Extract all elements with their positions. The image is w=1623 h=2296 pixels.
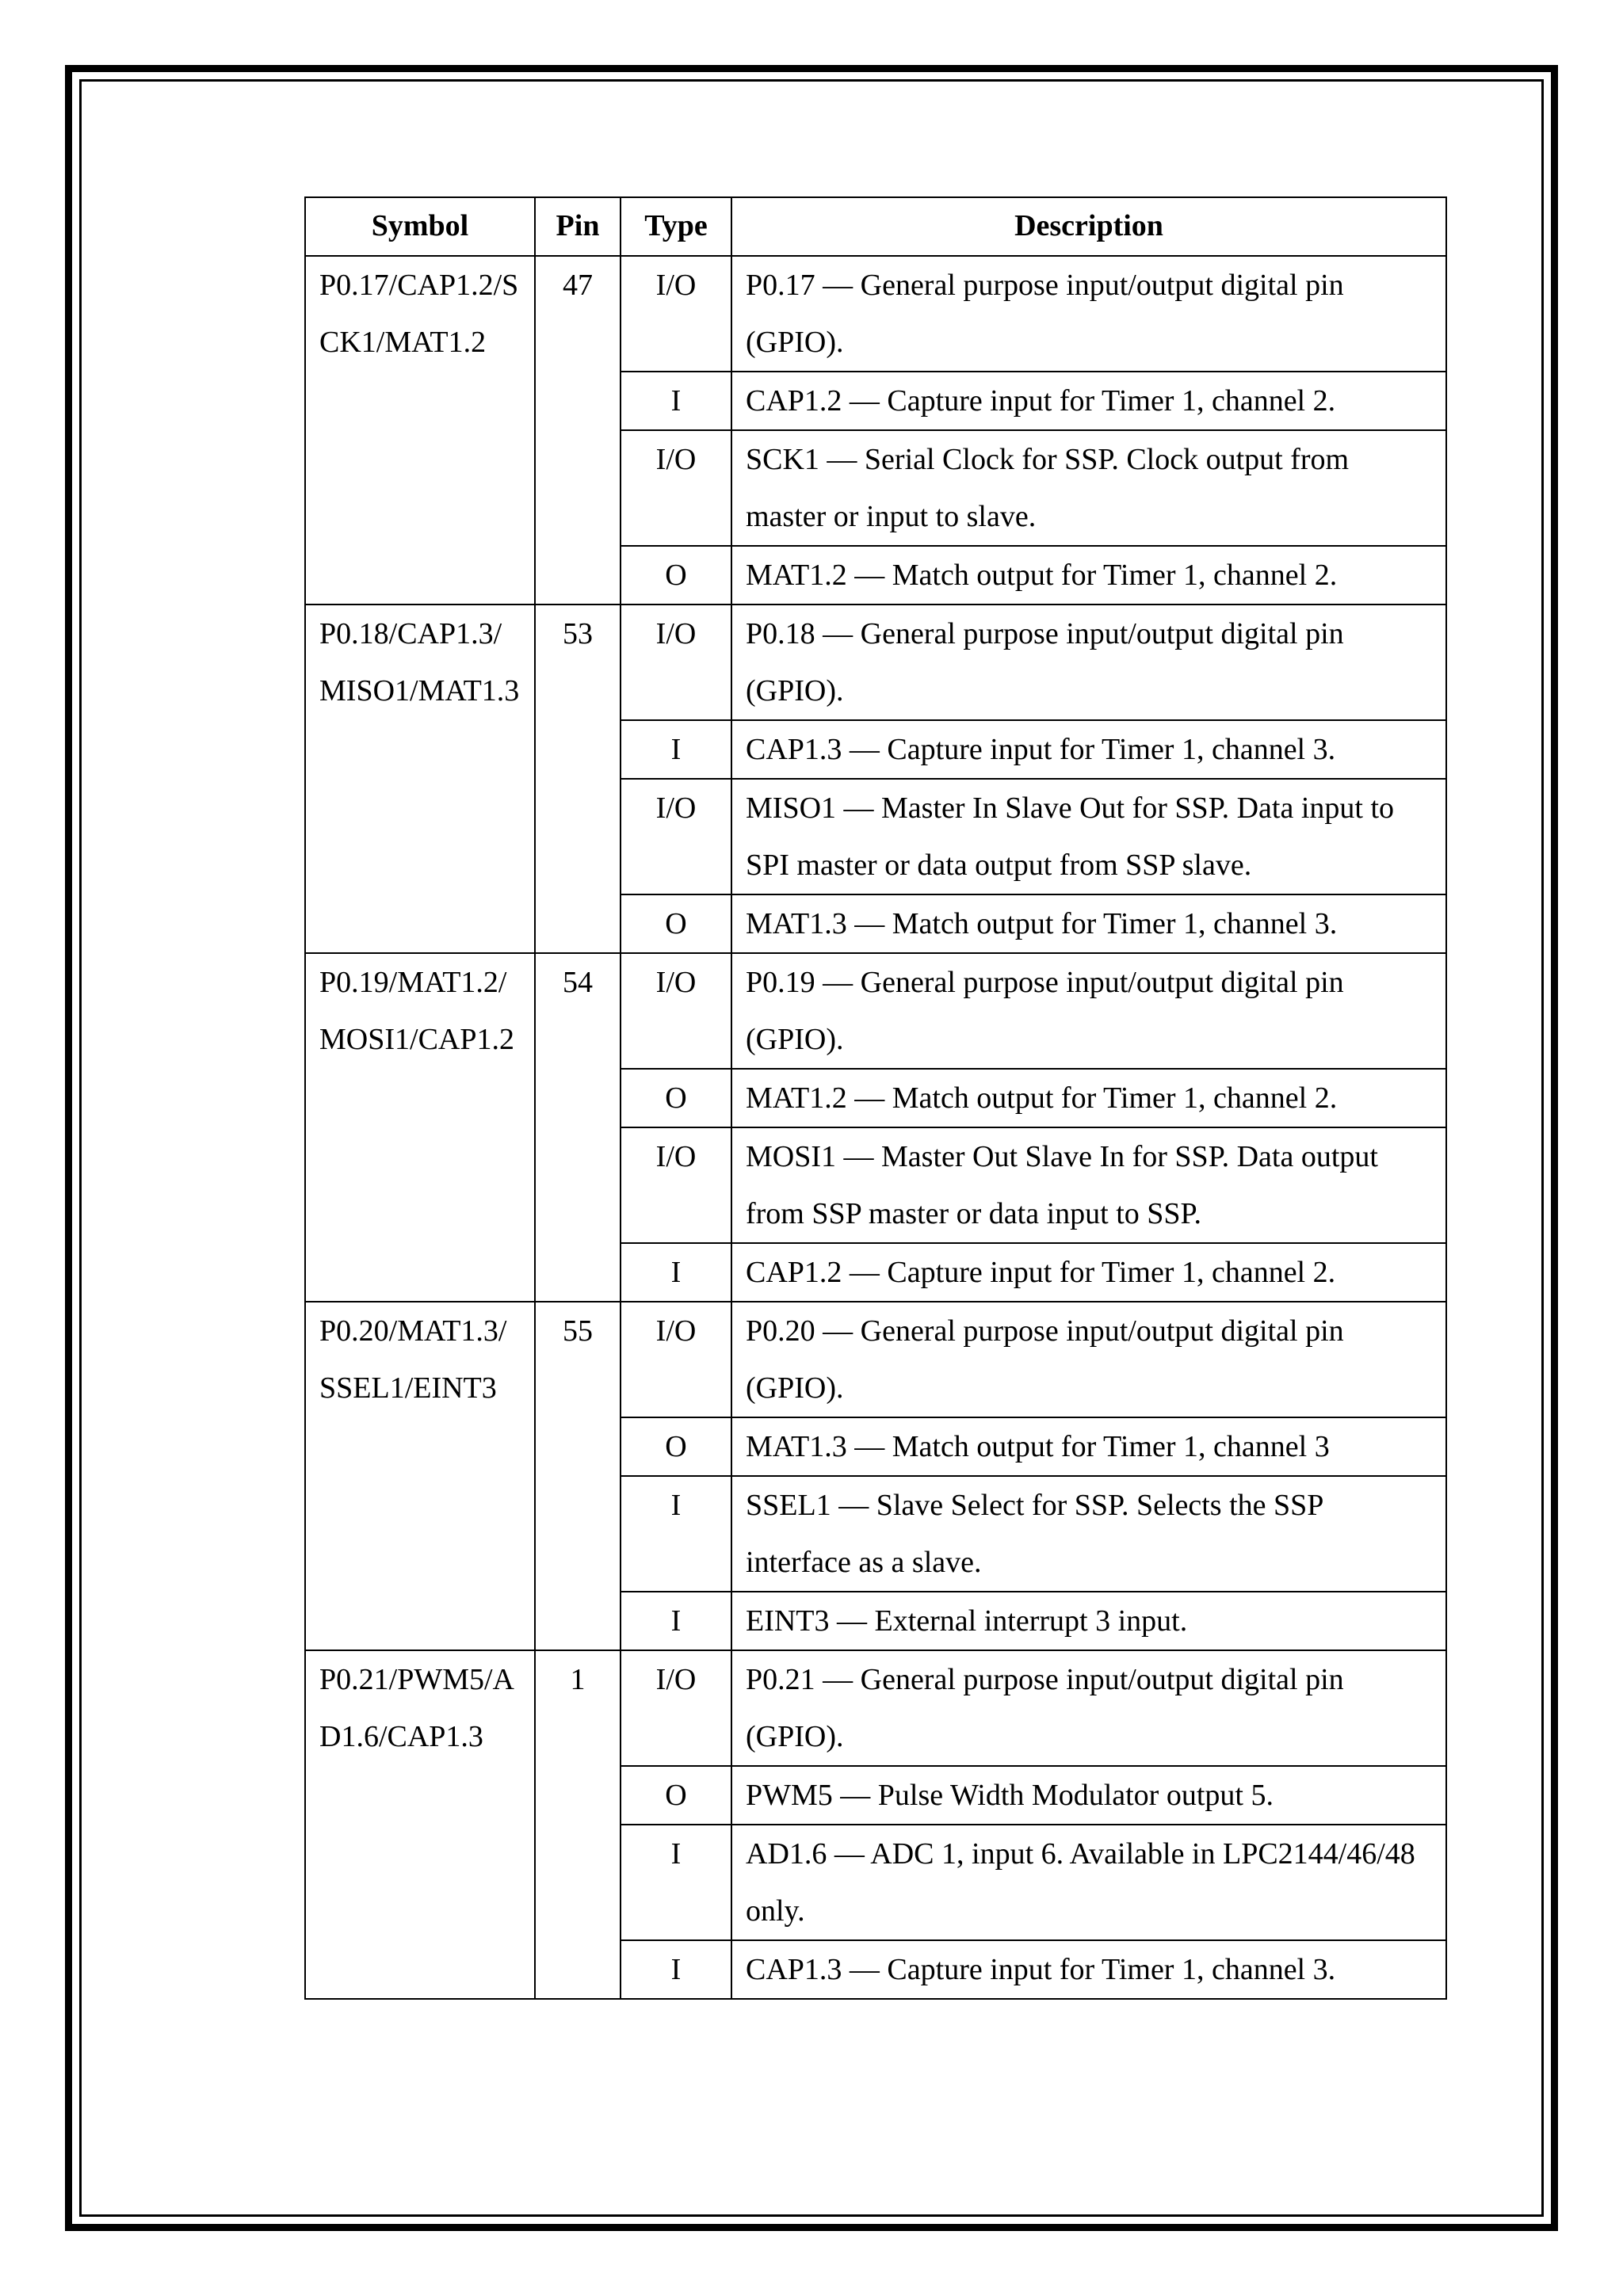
type-cell: I — [621, 1476, 731, 1592]
description-cell: MAT1.3 — Match output for Timer 1, channel 3. — [731, 894, 1446, 953]
type-cell: O — [621, 1766, 731, 1825]
description-cell: P0.18 — General purpose input/output digital pin (GPIO). — [731, 605, 1446, 720]
description-cell: SCK1 — Serial Clock for SSP. Clock output from master or input to slave. — [731, 430, 1446, 546]
table-row — [305, 605, 1446, 720]
header-symbol: Symbol — [305, 197, 535, 256]
description-cell: P0.20 — General purpose input/output digital pin (GPIO). — [731, 1302, 1446, 1417]
symbol-cell: P0.21/PWM5/AD1.6/CAP1.3 — [305, 1650, 535, 1999]
description-cell: CAP1.2 — Capture input for Timer 1, channel 2. — [731, 1243, 1446, 1302]
description-cell: CAP1.2 — Capture input for Timer 1, channel 2. — [731, 372, 1446, 430]
description-cell: AD1.6 — ADC 1, input 6. Available in LPC2144/46/48 only. — [731, 1825, 1446, 1940]
symbol-cell: P0.17/CAP1.2/SCK1/MAT1.2 — [305, 256, 535, 605]
type-cell: I/O — [621, 1302, 731, 1417]
description-cell: CAP1.3 — Capture input for Timer 1, channel 3. — [731, 1940, 1446, 1999]
type-cell: O — [621, 894, 731, 953]
pin-description-table — [304, 196, 1447, 2000]
pin-cell: 1 — [535, 1650, 621, 1999]
type-cell: I — [621, 720, 731, 779]
symbol-cell: P0.19/MAT1.2/MOSI1/CAP1.2 — [305, 953, 535, 1302]
pin-cell: 55 — [535, 1302, 621, 1650]
pin-cell: 47 — [535, 256, 621, 605]
description-cell: EINT3 — External interrupt 3 input. — [731, 1592, 1446, 1650]
type-cell: I — [621, 372, 731, 430]
type-cell: O — [621, 546, 731, 605]
type-cell: O — [621, 1417, 731, 1476]
type-cell: I/O — [621, 430, 731, 546]
symbol-cell: P0.20/MAT1.3/SSEL1/EINT3 — [305, 1302, 535, 1650]
table-row — [305, 1650, 1446, 1766]
symbol-cell: P0.18/CAP1.3/MISO1/MAT1.3 — [305, 605, 535, 953]
type-cell: I — [621, 1940, 731, 1999]
description-cell: P0.21 — General purpose input/output digital pin (GPIO). — [731, 1650, 1446, 1766]
type-cell: I/O — [621, 1127, 731, 1243]
type-cell: I/O — [621, 256, 731, 372]
table-row — [305, 953, 1446, 1069]
type-cell: I/O — [621, 605, 731, 720]
description-cell: MAT1.2 — Match output for Timer 1, channel 2. — [731, 1069, 1446, 1127]
type-cell: O — [621, 1069, 731, 1127]
header-pin: Pin — [535, 197, 621, 256]
type-cell: I/O — [621, 953, 731, 1069]
description-cell: P0.17 — General purpose input/output digital pin (GPIO). — [731, 256, 1446, 372]
table-header-row — [305, 197, 1446, 256]
description-cell: MISO1 — Master In Slave Out for SSP. Data input to SPI master or data output from SSP slave. — [731, 779, 1446, 894]
description-cell: PWM5 — Pulse Width Modulator output 5. — [731, 1766, 1446, 1825]
description-cell: SSEL1 — Slave Select for SSP. Selects the SSP interface as a slave. — [731, 1476, 1446, 1592]
description-cell: CAP1.3 — Capture input for Timer 1, channel 3. — [731, 720, 1446, 779]
description-cell: MAT1.3 — Match output for Timer 1, channel 3 — [731, 1417, 1446, 1476]
pin-cell: 54 — [535, 953, 621, 1302]
type-cell: I — [621, 1825, 731, 1940]
header-description: Description — [731, 197, 1446, 256]
type-cell: I/O — [621, 1650, 731, 1766]
description-cell: MOSI1 — Master Out Slave In for SSP. Data output from SSP master or data input to SSP. — [731, 1127, 1446, 1243]
pin-cell: 53 — [535, 605, 621, 953]
type-cell: I — [621, 1592, 731, 1650]
description-cell: P0.19 — General purpose input/output digital pin (GPIO). — [731, 953, 1446, 1069]
description-cell: MAT1.2 — Match output for Timer 1, channel 2. — [731, 546, 1446, 605]
type-cell: I/O — [621, 779, 731, 894]
header-type: Type — [621, 197, 731, 256]
table-row — [305, 1302, 1446, 1417]
type-cell: I — [621, 1243, 731, 1302]
table-row — [305, 256, 1446, 372]
